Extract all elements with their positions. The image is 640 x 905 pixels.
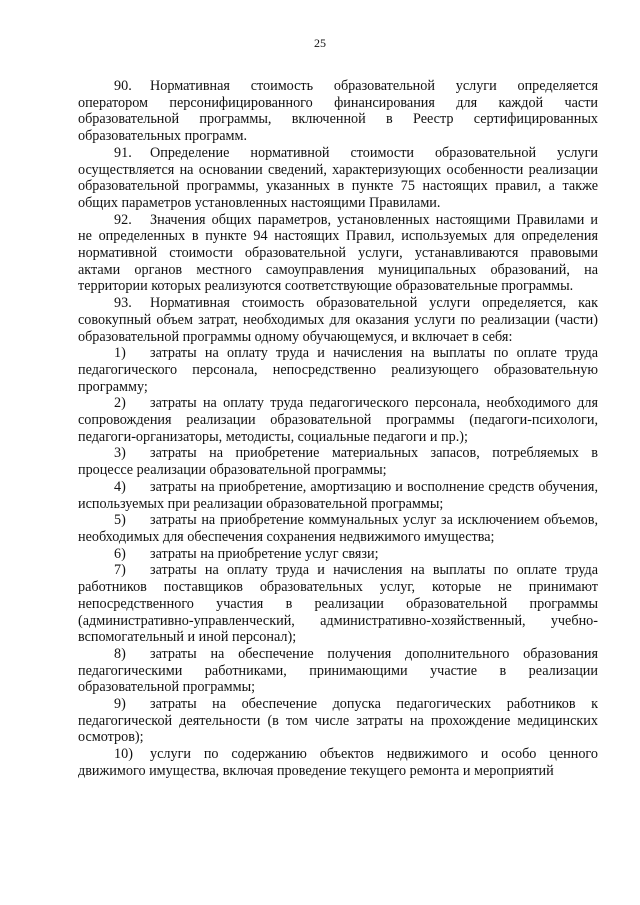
paragraph-text: затраты на приобретение коммунальных услуг за исключением объемов, необходимых для обеспечения сохранения недвижимого имущества;	[78, 512, 598, 545]
clause-paragraph	[78, 212, 598, 296]
paragraph-text: затраты на приобретение материальных запасов, потребляемых в процессе реализации образовательной программы;	[78, 445, 598, 479]
clause-number: 92.	[114, 211, 132, 228]
list-item	[78, 479, 598, 512]
document-body	[78, 78, 598, 780]
paragraph-text: Значения общих параметров, установленных настоящими Правилами и не определенных в пункте 94 настоящих Правил, используемых для определения нормативной стоимости образовательной услуги, устанавливаются правовыми актами органов местного самоуправления муниципальных образований, на территории которых реализуются соответствующие образовательные программы.	[78, 211, 598, 295]
list-item	[78, 546, 598, 563]
clause-paragraph	[78, 145, 598, 212]
list-item	[78, 445, 598, 478]
item-number: 5)	[114, 512, 126, 529]
clause-paragraph	[78, 78, 598, 145]
paragraph-text: затраты на оплату труда педагогического персонала, необходимого для сопровождения реализации образовательной программы (педагоги-психологи, педагоги-организаторы, методисты, социальные педагоги и пр.);	[78, 395, 598, 445]
item-number: 3)	[114, 445, 126, 462]
clause-number: 93.	[114, 295, 132, 312]
list-item	[78, 512, 598, 545]
list-item	[78, 746, 598, 779]
list-item	[78, 345, 598, 395]
item-number: 1)	[114, 345, 126, 362]
list-item	[78, 646, 598, 696]
clause-paragraph	[78, 295, 598, 345]
item-number: 6)	[114, 545, 126, 562]
paragraph-text: затраты на оплату труда и начисления на выплаты по оплате труда работников поставщиков образовательных услуг, которые не принимают непосредственного участия в реализации образовательной программы (административно-управленческий, административно-хозяйственный, учебно-вспомогательный и иной персонал);	[78, 562, 598, 646]
paragraph-text: услуги по содержанию объектов недвижимого и особо ценного движимого имущества, включая проведение текущего ремонта и мероприятий	[78, 746, 598, 779]
paragraph-text: Определение нормативной стоимости образовательной услуги осуществляется на основании сведений, характеризующих особенности реализации образовательной программы, указанных в пункте 75 настоящих правил, а также общих параметров установленных настоящими Правилами.	[78, 144, 598, 211]
paragraph-text: затраты на обеспечение получения дополнительного образования педагогическими работниками, принимающими участие в реализации образовательной программы;	[78, 645, 598, 696]
item-number: 2)	[114, 395, 126, 412]
item-number: 8)	[114, 645, 126, 662]
list-item	[78, 562, 598, 646]
clause-number: 90.	[114, 78, 132, 94]
list-item	[78, 395, 598, 445]
page-number: 25	[314, 36, 326, 50]
list-item	[78, 696, 598, 746]
item-number: 4)	[114, 478, 126, 495]
paragraph-text: Нормативная стоимость образовательной услуги определяется, как совокупный объем затрат, необходимых для оказания услуги по реализации (части) образовательной программы одному обучающемуся, и включает в себя:	[78, 295, 598, 345]
paragraph-text: затраты на оплату труда и начисления на выплаты по оплате труда педагогического персонала, непосредственно реализующего образовательную программу;	[78, 345, 598, 395]
item-number: 7)	[114, 562, 126, 579]
item-number: 9)	[114, 696, 126, 713]
paragraph-text: Нормативная стоимость образовательной услуги определяется оператором персонифицированного финансирования для каждой части образовательной программы, включенной в Реестр сертифицированных образовательных программ.	[78, 78, 598, 145]
paragraph-text: затраты на обеспечение допуска педагогических работников к педагогической деятельности (в том числе затраты на прохождение медицинских осмотров);	[78, 696, 598, 746]
item-number: 10)	[114, 746, 133, 763]
paragraph-text: затраты на приобретение услуг связи;	[150, 545, 379, 562]
clause-number: 91.	[114, 144, 132, 161]
paragraph-text: затраты на приобретение, амортизацию и восполнение средств обучения, используемых при реализации образовательной программы;	[78, 478, 598, 512]
